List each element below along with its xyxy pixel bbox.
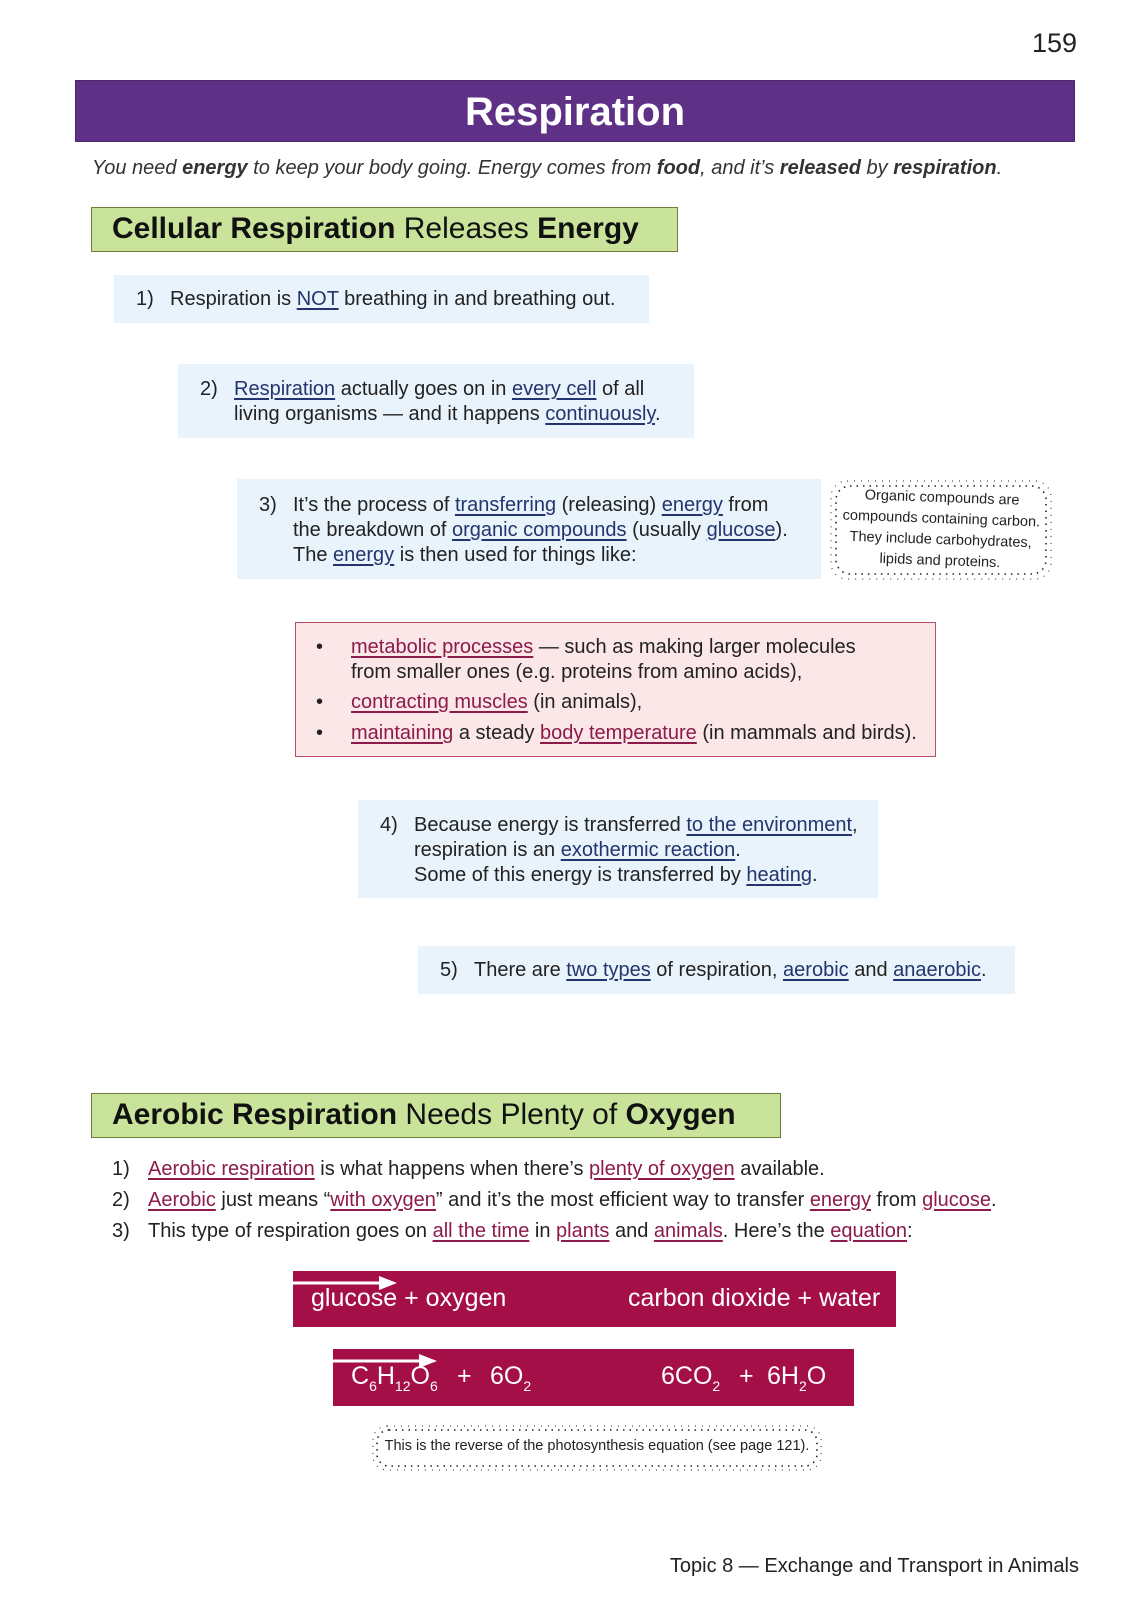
- aerobic-point-3: 3) This type of respiration goes on all the time in plants and animals. Here’s the equation:: [112, 1220, 913, 1242]
- footer-topic: Topic 8 — Exchange and Transport in Animals: [669, 1555, 1079, 1577]
- energy-uses-box: [295, 622, 936, 757]
- use-item-temperature: • maintaining a steady body temperature (in mammals and birds).: [316, 722, 917, 744]
- point-4-box: [358, 800, 878, 898]
- point-2-number: 2): [200, 378, 218, 400]
- plus-sign-1: +: [457, 1362, 472, 1390]
- intro-text: You need energy to keep your body going. Energy comes from food, and it’s released by respiration.: [92, 157, 1003, 179]
- title-bar: [75, 80, 1075, 142]
- point-5-number: 5): [440, 959, 458, 981]
- point-3-number: 3): [259, 494, 277, 516]
- aerobic-point-2: 2) Aerobic just means “with oxygen” and it’s the most efficient way to transfer energy from glucose.: [112, 1189, 997, 1211]
- note-photosynthesis-reverse: [371, 1425, 823, 1471]
- use-item-muscles: • contracting muscles (in animals),: [316, 691, 643, 713]
- section-heading-aerobic-respiration: Aerobic Respiration Needs Plenty of Oxygen: [91, 1093, 781, 1138]
- glucose-formula: $C_6H_{12}O_6$: [351, 1362, 438, 1394]
- note-reverse-text: This is the reverse of the photosynthesis equation (see page 121).: [384, 1438, 810, 1454]
- use-item-metabolic: • metabolic processes — such as making larger molecules: [316, 636, 856, 658]
- oxygen-formula: $6O_2$: [490, 1362, 532, 1394]
- word-equation-reactants: glucose + oxygen: [311, 1284, 507, 1312]
- point-4-line-2: respiration is an exothermic reaction.: [414, 839, 741, 861]
- point-5-text: There are two types of respiration, aerobic and anaerobic.: [474, 959, 987, 981]
- page-number: 159: [1031, 28, 1077, 58]
- plus-sign-2: +: [739, 1362, 754, 1390]
- chemical-equation-box: [333, 1349, 854, 1406]
- carbon-dioxide-formula: $6CO_2$: [661, 1362, 721, 1394]
- note-organic-text: Organic compounds are compounds containing carbon. They include carbohydrates, lipids and proteins.: [842, 487, 1041, 572]
- note-organic-compounds: [828, 478, 1054, 582]
- point-4-line-1: Because energy is transferred to the environment,: [414, 814, 858, 836]
- point-3-line-2: the breakdown of organic compounds (usually glucose).: [293, 519, 788, 541]
- point-2-box: [178, 364, 694, 438]
- point-4-line-3: Some of this energy is transferred by heating.: [414, 864, 818, 886]
- section-heading-cellular-respiration: Cellular Respiration Releases Energy: [91, 207, 678, 252]
- point-3-line-1: It’s the process of transferring (releasing) energy from: [293, 494, 769, 516]
- aerobic-point-1: 1) Aerobic respiration is what happens when there’s plenty of oxygen available.: [112, 1158, 825, 1180]
- point-3-line-3: The energy is then used for things like:: [293, 544, 637, 566]
- point-1-number: 1): [136, 288, 154, 310]
- point-4-number: 4): [380, 814, 398, 836]
- point-2-line-1: Respiration actually goes on in every cell of all: [234, 378, 645, 400]
- point-2-line-2: living organisms — and it happens continuously.: [234, 403, 661, 425]
- point-5-box: [418, 946, 1015, 994]
- word-equation-products: carbon dioxide + water: [628, 1284, 881, 1312]
- point-1-box: [114, 275, 649, 323]
- water-formula: $6H_2O$: [767, 1362, 827, 1394]
- word-equation-box: [293, 1271, 896, 1327]
- point-1-text: Respiration is NOT breathing in and breathing out.: [170, 288, 616, 310]
- use-item-metabolic-cont: from smaller ones (e.g. proteins from amino acids),: [351, 661, 803, 683]
- page-title: Respiration: [464, 90, 686, 134]
- point-3-box: [237, 479, 821, 579]
